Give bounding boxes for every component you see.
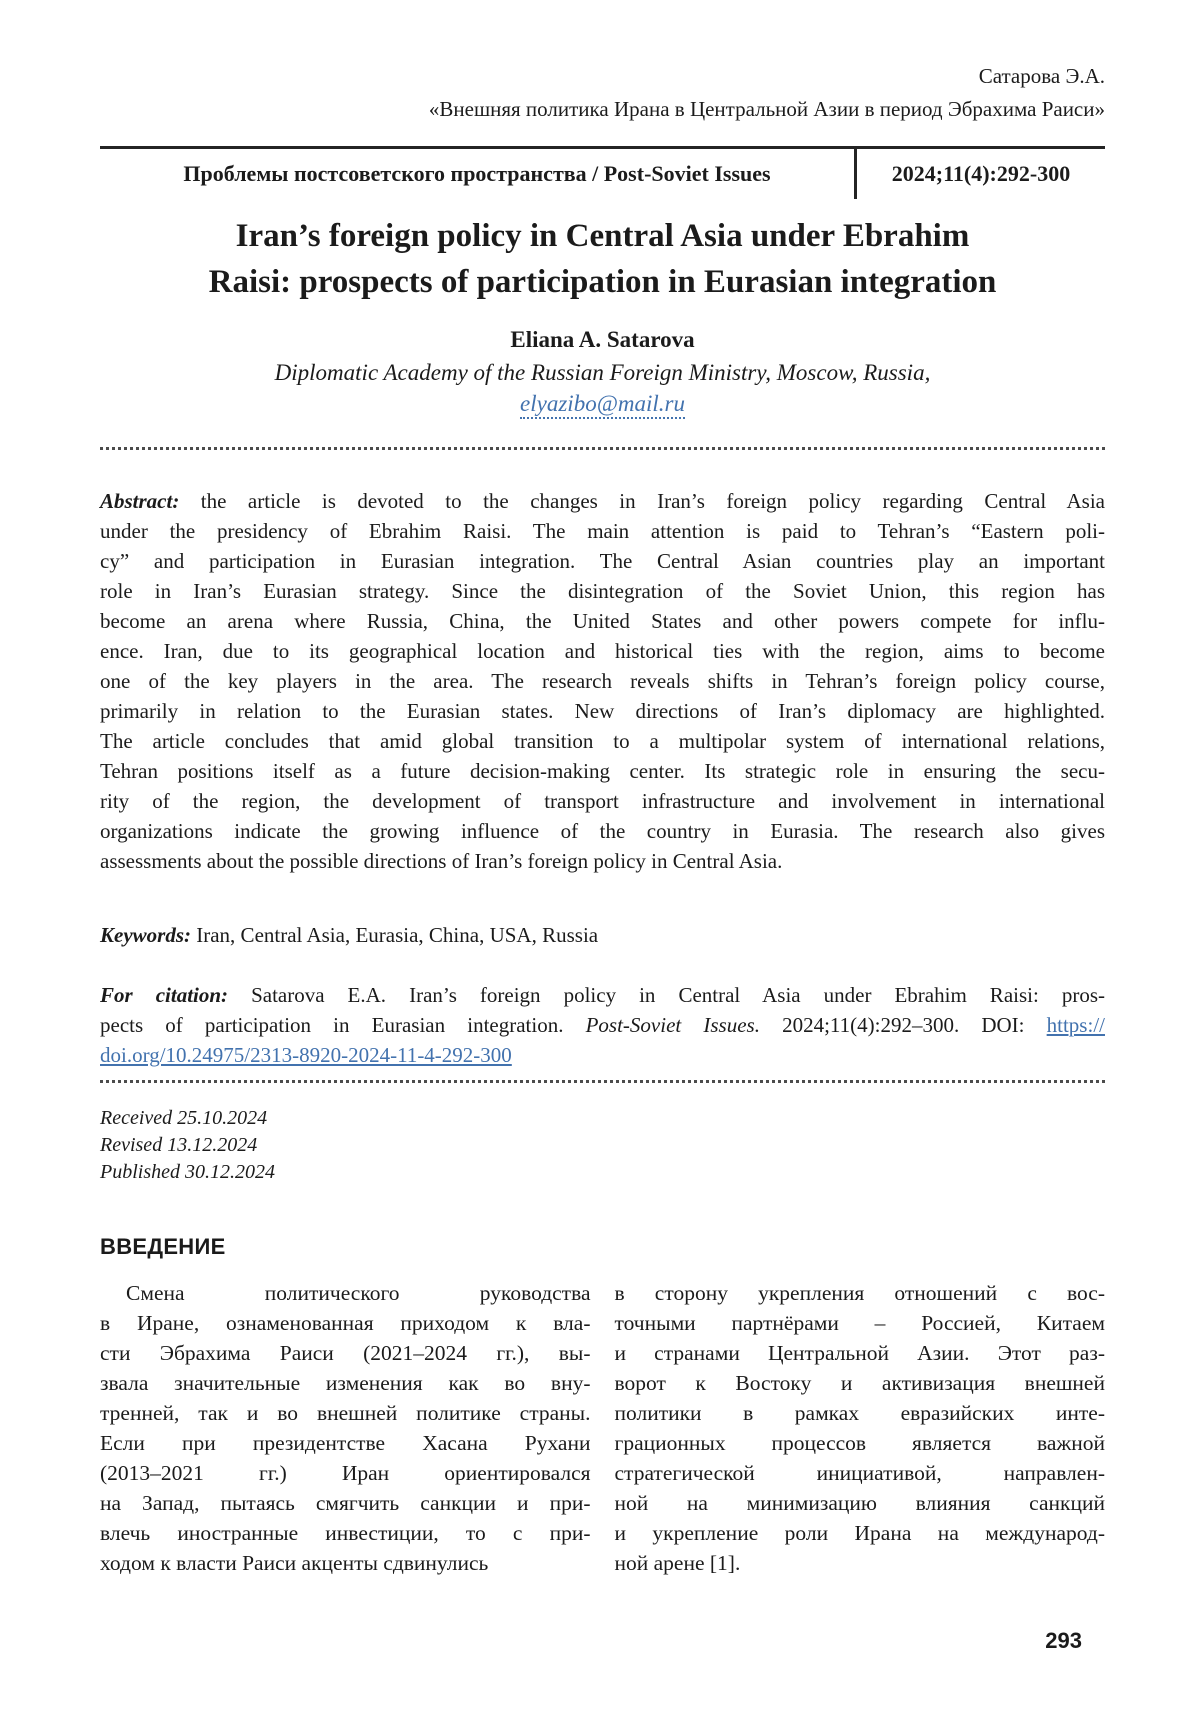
text-line xyxy=(615,1518,1106,1548)
text-segment: в сторону укрепления отношений с вос- xyxy=(614,1281,1105,1306)
keywords xyxy=(100,920,1105,950)
text-segment: rity of the region, the development of transport infrastructure and involvement in international xyxy=(100,789,1105,814)
text-segment: one of the key players in the area. The research reveals shifts in Tehran’s foreign policy course, xyxy=(100,669,1105,694)
text-segment: primarily in relation to the Eurasian states. New directions of Iran’s diplomacy are highlighted. xyxy=(100,699,1105,724)
text-line xyxy=(100,1488,591,1518)
text-segment: Revised 13.12.2024 xyxy=(100,1134,258,1157)
text-segment: на Запад, пытаясь смягчить санкции и при- xyxy=(100,1491,591,1516)
text-line xyxy=(615,1428,1106,1458)
text-segment: The article concludes that amid global transition to a multipolar system of international relations, xyxy=(100,729,1105,754)
text-line xyxy=(100,666,1105,696)
text-segment: ходом к власти Раиси акценты сдвинулись xyxy=(100,1551,489,1576)
text-segment: cy” and participation in Eurasian integration. The Central Asian countries play an important xyxy=(100,549,1105,574)
text-segment: the article is devoted to the changes in Iran’s foreign policy regarding Central Asia xyxy=(179,489,1105,514)
text-segment: pects of participation in Eurasian integration. xyxy=(100,1013,586,1038)
journal-header-bar xyxy=(100,146,1105,199)
text-segment: сти Эбрахима Раиси (2021–2024 гг.), вы- xyxy=(100,1341,591,1366)
text-segment: 2024;11(4):292–300. DOI: xyxy=(759,1013,1047,1038)
text-line xyxy=(615,1398,1106,1428)
text-line xyxy=(615,1308,1106,1338)
text-line xyxy=(100,1040,1105,1070)
text-segment: ence. Iran, due to its geographical location and historical ties with the region, aims to become xyxy=(100,639,1105,664)
text-segment: role in Iran’s Eurasian strategy. Since the disintegration of the Soviet Union, this region has xyxy=(100,579,1105,604)
text-segment: Received 25.10.2024 xyxy=(100,1107,268,1130)
text-line xyxy=(100,1132,1105,1159)
text-line xyxy=(100,546,1105,576)
text-line xyxy=(100,213,1105,259)
running-head xyxy=(100,60,1105,126)
abstract xyxy=(100,486,1105,876)
doi-link[interactable]: doi.org/10.24975/2313-8920-2024-11-4-292-300 xyxy=(100,1043,512,1068)
text-line xyxy=(100,1159,1105,1186)
introduction-columns xyxy=(100,1278,1105,1578)
text-segment: и странами Центральной Азии. Этот раз- xyxy=(614,1341,1105,1366)
text-line xyxy=(100,1278,591,1308)
text-line xyxy=(615,1368,1106,1398)
text-line xyxy=(100,696,1105,726)
text-line xyxy=(100,1548,591,1578)
text-segment: Iran’s foreign policy in Central Asia under Ebrahim xyxy=(235,218,970,254)
text-segment: тренней, так и во внешней политике страны. xyxy=(100,1401,591,1426)
text-line xyxy=(615,1458,1106,1488)
text-line xyxy=(100,576,1105,606)
text-segment: Published 30.12.2024 xyxy=(100,1161,275,1184)
text-line xyxy=(100,726,1105,756)
text-line xyxy=(100,816,1105,846)
text-line xyxy=(615,1338,1106,1368)
author-name: Eliana A. Satarova xyxy=(510,327,695,353)
dotted-separator-bottom xyxy=(100,1080,1105,1083)
text-line xyxy=(100,1010,1105,1040)
running-head-article-title: «Внешняя политика Ирана в Центральной Азии в период Эбрахима Раиси» xyxy=(428,97,1105,121)
dotted-separator-top xyxy=(100,447,1105,450)
article-dates xyxy=(100,1105,1105,1186)
text-line xyxy=(615,1488,1106,1518)
email-link[interactable]: elyazibo@mail.ru xyxy=(520,391,685,419)
intro-column-left xyxy=(100,1278,591,1578)
text-segment: Satarova E.A. Iran’s foreign policy in Central Asia under Ebrahim Raisi: pros- xyxy=(228,983,1105,1008)
text-segment: стратегической инициативой, направлен- xyxy=(614,1461,1105,1486)
text-segment: политики в рамках евразийских инте- xyxy=(614,1401,1105,1426)
text-line xyxy=(100,636,1105,666)
text-segment: и укрепление роли Ирана на международ- xyxy=(614,1521,1105,1546)
citation xyxy=(100,980,1105,1070)
text-segment: точными партнёрами – Россией, Китаем xyxy=(614,1311,1105,1336)
text-segment: Raisi: prospects of participation in Eurasian integration xyxy=(208,264,997,300)
text-segment: ной арене [1]. xyxy=(614,1551,741,1576)
running-head-author: Сатарова Э.А. xyxy=(978,64,1105,88)
text-segment: в Иране, ознаменованная приходом к вла- xyxy=(100,1311,591,1336)
text-line xyxy=(100,846,1105,876)
keywords-text: Iran, Central Asia, Eurasia, China, USA, Russia xyxy=(191,923,599,948)
text-line xyxy=(100,1338,591,1368)
text-line xyxy=(100,486,1105,516)
text-line xyxy=(100,1398,591,1428)
text-line xyxy=(100,1308,591,1338)
text-segment: become an arena where Russia, China, the United States and other powers compete for influ- xyxy=(100,609,1105,634)
text-segment: (2013–2021 гг.) Иран ориентировался xyxy=(100,1461,591,1486)
text-line xyxy=(100,1368,591,1398)
text-segment: грационных процессов является важной xyxy=(614,1431,1105,1456)
doi-link[interactable]: https:// xyxy=(1046,1013,1105,1038)
text-line xyxy=(100,606,1105,636)
text-line xyxy=(615,1278,1106,1308)
text-segment: Tehran positions itself as a future decision-making center. Its strategic role in ensuring the secu- xyxy=(100,759,1105,784)
journal-name: Проблемы постсоветского пространства / Post-Soviet Issues xyxy=(183,161,771,186)
introduction-heading: ВВЕДЕНИЕ xyxy=(100,1234,226,1260)
text-segment: Post-Soviet Issues. xyxy=(585,1013,760,1038)
text-line xyxy=(100,1458,591,1488)
text-line xyxy=(100,1428,591,1458)
text-segment: звала значительные изменения как во вну- xyxy=(100,1371,591,1396)
text-segment: Смена политического руководства xyxy=(126,1281,591,1306)
text-line xyxy=(100,1518,591,1548)
text-segment: Abstract: xyxy=(100,489,180,514)
text-line xyxy=(100,980,1105,1010)
text-line xyxy=(100,516,1105,546)
text-segment: assessments about the possible directions of Iran’s foreign policy in Central Asia. xyxy=(100,849,783,874)
issue-info: 2024;11(4):292-300 xyxy=(891,161,1071,186)
intro-column-right xyxy=(615,1278,1106,1578)
keywords-label: Keywords: xyxy=(100,923,191,948)
text-line xyxy=(100,786,1105,816)
text-line xyxy=(615,1548,1106,1578)
text-segment: влечь иностранные инвестиции, то с при- xyxy=(100,1521,591,1546)
text-segment: For citation: xyxy=(100,983,229,1008)
text-segment: ной на минимизацию влияния санкций xyxy=(614,1491,1105,1516)
author-affiliation: Diplomatic Academy of the Russian Foreign Ministry, Moscow, Russia, xyxy=(274,360,931,386)
text-segment: under the presidency of Ebrahim Raisi. The main attention is paid to Tehran’s “Eastern poli- xyxy=(100,519,1105,544)
text-segment: organizations indicate the growing influence of the country in Eurasia. The research also gives xyxy=(100,819,1105,844)
text-segment: ворот к Востоку и активизация внешней xyxy=(614,1371,1105,1396)
article-title xyxy=(100,213,1105,305)
text-segment: Если при президентстве Хасана Рухани xyxy=(100,1431,591,1456)
email-row xyxy=(100,391,1105,417)
page-number: 293 xyxy=(1045,1628,1082,1653)
text-line xyxy=(100,259,1105,305)
text-line xyxy=(100,1105,1105,1132)
text-line xyxy=(100,756,1105,786)
